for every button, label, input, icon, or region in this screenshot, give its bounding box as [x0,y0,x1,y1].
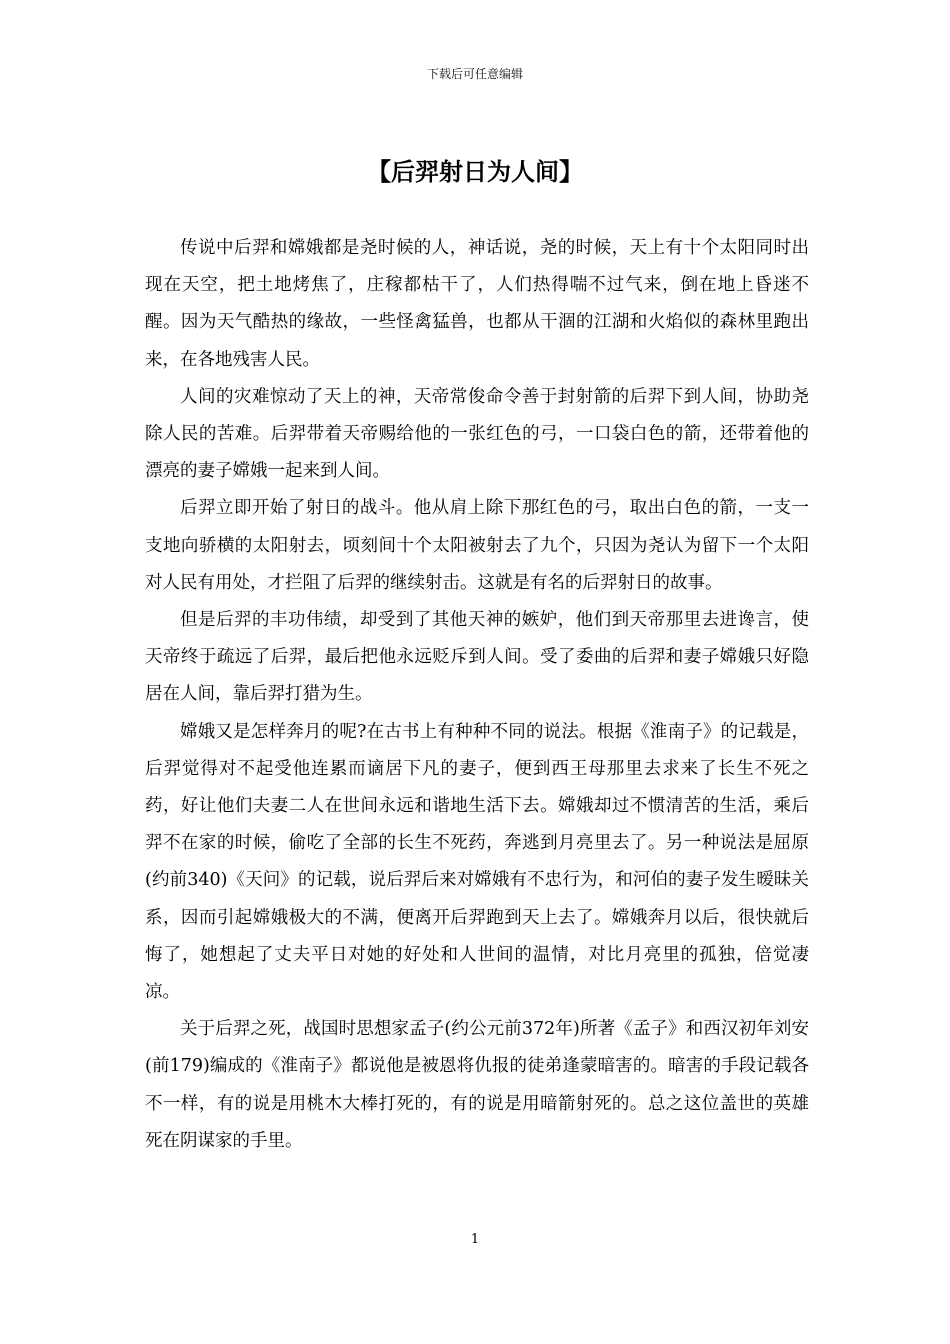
document-body [145,230,809,1160]
paragraph-1: 传说中后羿和嫦娥都是尧时候的人，神话说，尧的时候，天上有十个太阳同时出现在天空，把土地烤焦了，庄稼都枯干了，人们热得喘不过气来，倒在地上昏迷不醒。因为天气酷热的缘故，一些怪禽猛兽，也都从干涸的江湖和火焰似的森林里跑出来，在各地残害人民。 [145,238,809,370]
document-title: 【后羿射日为人间】 [367,158,583,186]
paragraph-2: 人间的灾难惊动了天上的神，天帝常俊命令善于封射箭的后羿下到人间，协助尧除人民的苦难。后羿带着天帝赐给他的一张红色的弓，一口袋白色的箭，还带着他的漂亮的妻子嫦娥一起来到人间。 [145,386,809,482]
paragraph-4: 但是后羿的丰功伟绩，却受到了其他天神的嫉妒，他们到天帝那里去进谗言，使天帝终于疏远了后羿，最后把他永远贬斥到人间。受了委曲的后羿和妻子嫦娥只好隐居在人间，靠后羿打猎为生。 [145,610,809,705]
paragraph-6: 关于后羿之死，战国时思想家孟子(约公元前372年)所著《孟子》和西汉初年刘安(前179)编成的《淮南子》都说他是被恩将仇报的徒弟逢蒙暗害的。暗害的手段记载各不一样，有的说是用桃木大棒打死的，有的说是用暗箭射死的。总之这位盖世的英雄死在阴谋家的手里。 [145,1019,809,1151]
paragraph-5: 嫦娥又是怎样奔月的呢?在古书上有种种不同的说法。根据《淮南子》的记载是，后羿觉得对不起受他连累而谪居下凡的妻子，便到西王母那里去求来了长生不死之药，好让他们夫妻二人在世间永远和谐地生活下去。嫦娥却过不惯清苦的生活，乘后羿不在家的时候，偷吃了全部的长生不死药，奔逃到月亮里去了。另一种说法是屈原(约前340)《天问》的记载，说后羿后来对嫦娥有不忠行为，和河伯的妻子发生暧昧关系，因而引起嫦娥极大的不满，便离开后羿跑到天上去了。嫦娥奔月以后，很快就后悔了，她想起了丈夫平日对她的好处和人世间的温情，对比月亮里的孤独，倍觉凄凉。 [145,721,809,1003]
page-header: 下载后可任意编辑 [426,67,523,81]
page-number: 1 [470,1232,480,1247]
paragraph-3: 后羿立即开始了射日的战斗。他从肩上除下那红色的弓，取出白色的箭，一支一支地向骄横的太阳射去，顷刻间十个太阳被射去了九个，只因为尧认为留下一个太阳对人民有用处，才拦阻了后羿的继续射击。这就是有名的后羿射日的故事。 [145,498,809,593]
